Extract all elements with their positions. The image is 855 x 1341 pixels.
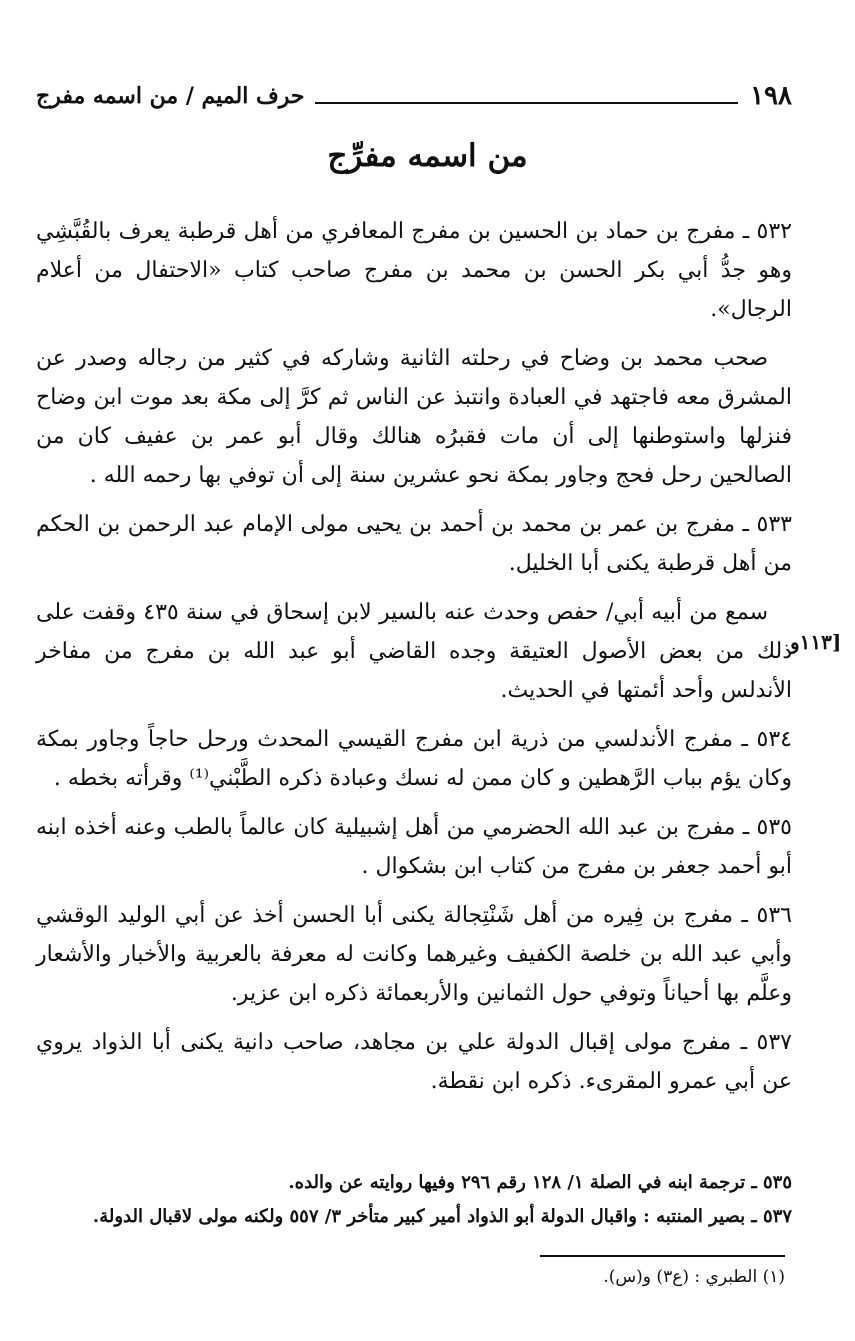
page-header (36, 78, 792, 114)
note-537: ٥٣٧ ـ بصير المنتبه : واقبال الدولة أبو الذواد أمير كبير متأخر ٣/ ٥٥٧ ولكنه مولى لاقبال الدولة. (92, 1206, 792, 1227)
entry-535: ٥٣٥ ـ مفرج بن عبد الله الحضرمي من أهل إشبيلية كان عالماً بالطب وعنه أخذه ابنه أبو أحمد جعفر بن مفرج من كتاب ابن بشكوال . (36, 815, 792, 879)
footnote-rule (540, 1255, 785, 1257)
entry-532-biography: صحب محمد بن وضاح في رحلته الثانية وشاركه في كثير من رجاله وصدر عن المشرق معه فاجتهد في العبادة وانتبذ عن الناس ثم كرَّ إلى مكة بعد موت ابن وضاح فنزلها واستوطنها إلى أن مات فقبرُه هنالك وقال أبو عمر بن عفيف كان من الصالحين رحل فحج وجاور بمكة نحو عشرين سنة إلى أن توفي بها رحمه الله . (36, 346, 792, 488)
entry-536: ٥٣٦ ـ مفرج بن فِيره من أهل شَنْتِجالة يكنى أبا الحسن أخذ عن أبي الوليد الوقشي وأبي عبد الله بن خلصة الكفيف وغيرهما وكانت له معرفة بالعربية والأخبار والأشعار وعلَّم بها أحياناً وتوفي حول الثمانين والأربعمائة ذكره ابن عزير. (36, 903, 792, 1006)
header-rule (315, 102, 739, 104)
editor-notes (36, 1166, 792, 1234)
footnote-1: (١) الطبري : (ع٣) و(س). (603, 1267, 785, 1287)
entry-533-biography: سمع من أبيه أبي/ حفص وحدث عنه بالسير لابن إسحاق في سنة ٤٣٥ وقفت على ذلك من بعض الأصول العتيقة وجده القاضي أبو عبد الله بن مفرج من مفاخر الأندلس وأحد أئمتها في الحديث. (36, 600, 792, 703)
section-title: من اسمه مفرِّج (327, 138, 528, 174)
body-text (36, 212, 792, 1111)
entry-533: ٥٣٣ ـ مفرج بن عمر بن محمد بن أحمد بن يحيى مولى الإمام عبد الرحمن بن الحكم من أهل قرطبة يكنى أبا الخليل. (36, 512, 792, 576)
page-number: ١٩٨ (750, 81, 792, 111)
entry-532: ٥٣٢ ـ مفرج بن حماد بن الحسين بن مفرج المعافري من أهل قرطبة يعرف بالقُبَّشِي وهو جدُّ أبي بكر الحسن بن محمد بن مفرج صاحب كتاب «الاحتفال من أعلام الرجال». (36, 219, 792, 322)
running-title: حرف الميم / من اسمه مفرج (36, 83, 305, 109)
entry-537: ٥٣٧ ـ مفرج مولى إقبال الدولة علي بن مجاهد، صاحب دانية يكنى أبا الذواد يروي عن أبي عمرو المقرىء. ذكره ابن نقطة. (36, 1030, 792, 1094)
margin-folio-note: ١١٣و] (790, 630, 842, 654)
entry-534: ٥٣٤ ـ مفرج الأندلسي من ذرية ابن مفرج القيسي المحدث ورحل حاجاً وجاور بمكة وكان يؤم بباب الرَّهطين و كان ممن له نسك وعبادة ذكره الطَّبْني⁽¹⁾ وقرأته بخطه . (36, 727, 792, 791)
note-535: ٥٣٥ ـ ترجمة ابنه في الصلة ١/ ١٢٨ رقم ٢٩٦ وفيها روايته عن والده. (288, 1172, 792, 1193)
